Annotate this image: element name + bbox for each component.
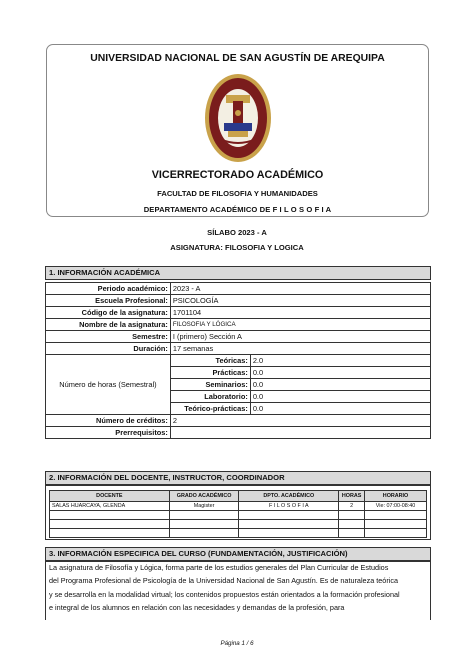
credits-value: 2 [170,415,430,427]
vicerrectorado-title: VICERRECTORADO ACADÉMICO [151,169,324,181]
header-dpto: DPTO. ACADÉMICO [239,491,339,502]
header-horario: HORARIO [365,491,427,502]
header-horas: HORAS [339,491,365,502]
header-grado: GRADO ACADÉMICO [169,491,239,502]
header-docente: DOCENTE [50,491,170,502]
row-label: Código de la asignatura: [46,307,171,319]
prereq-label: Prerrequisitos: [46,427,171,439]
row-value: 17 semanas [170,343,430,355]
section3-title: 3. INFORMACIÓN ESPECIFICA DEL CURSO (FUNDAMENTACIÓN, JUSTIFICACIÓN) [45,547,431,561]
paragraph-line: e integral de los alumnos en relación con las necesidades y demandas de la profesión, para [49,602,345,612]
paragraph-line: del Programa Profesional de Psicología de la Universidad Nacional de San Agustín. Es de naturaleza teórica [49,576,399,586]
hours-type-label: Laboratorio: [170,391,250,403]
paragraph-line: La asignatura de Filosofía y Lógica, forma parte de los estudios generales del Plan Curricular de Estudios [49,563,389,572]
table-header-row [50,491,427,502]
row-value: 1701104 [170,307,430,319]
credits-label: Número de créditos: [46,415,171,427]
table-row [46,319,431,331]
subject-title: ASIGNATURA: FILOSOFIA Y LOGICA [170,243,304,252]
table-row [50,520,427,529]
section3-paragraph [46,561,432,614]
faculty-name: FACULTAD DE FILOSOFIA Y HUMANIDADES [157,189,318,198]
section2-title: 2. INFORMACIÓN DEL DOCENTE, INSTRUCTOR, COORDINADOR [45,471,431,485]
table-row [50,511,427,520]
cell-dpto: F I L O S O F I A [239,502,339,511]
prereq-value [170,427,430,439]
page-number: Página 1 / 6 [220,640,254,647]
syllabus-title: SÍLABO 2023 - A [207,228,267,237]
hours-type-label: Teóricas: [170,355,250,367]
table-row [46,307,431,319]
row-value: PSICOLOGÍA [170,295,430,307]
hours-type-label: Seminarios: [170,379,250,391]
hours-type-label: Prácticas: [170,367,250,379]
department-name: DEPARTAMENTO ACADÉMICO DE F I L O S O F I A [143,205,332,214]
hours-value: 0.0 [250,367,430,379]
instructor-table [49,490,427,538]
table-row [46,427,431,439]
university-seal-logo [204,73,272,163]
table-row [46,355,431,367]
header-box [46,44,429,217]
section1-title: 1. INFORMACIÓN ACADÉMICA [45,266,431,280]
university-name: UNIVERSIDAD NACIONAL DE SAN AGUSTÍN DE AREQUIPA [90,53,385,64]
table-row [46,283,431,295]
paragraph-line: y se desarrolla en la modalidad virtual; los contenidos propuestos están orientados a la formación profesional [49,589,400,599]
hours-label: Número de horas (Semestral) [46,355,171,415]
cell-horas: 2 [339,502,365,511]
table-row [46,295,431,307]
row-label: Duración: [46,343,171,355]
hours-value: 2.0 [250,355,430,367]
hours-type-label: Teórico-prácticas: [170,403,250,415]
table-row [50,529,427,538]
row-label: Semestre: [46,331,171,343]
table-row [46,343,431,355]
cell-grado: Magister [169,502,239,511]
row-label: Periodo académico: [46,283,171,295]
cell-docente: SALAS HUARCAYA, GLENDA [50,502,170,511]
table-row [46,331,431,343]
hours-value: 0.0 [250,403,430,415]
hours-value: 0.0 [250,391,430,403]
cell-horario: Vie: 07:00-08:40 [365,502,427,511]
table-row [50,502,427,511]
row-value: I (primero) Sección A [170,331,430,343]
row-value: 2023 - A [170,283,430,295]
row-value: FILOSOFIA Y LÓGICA [170,319,430,331]
academic-info-table [45,282,431,439]
hours-value: 0.0 [250,379,430,391]
row-label: Escuela Profesional: [46,295,171,307]
row-label: Nombre de la asignatura: [46,319,171,331]
table-row [46,415,431,427]
